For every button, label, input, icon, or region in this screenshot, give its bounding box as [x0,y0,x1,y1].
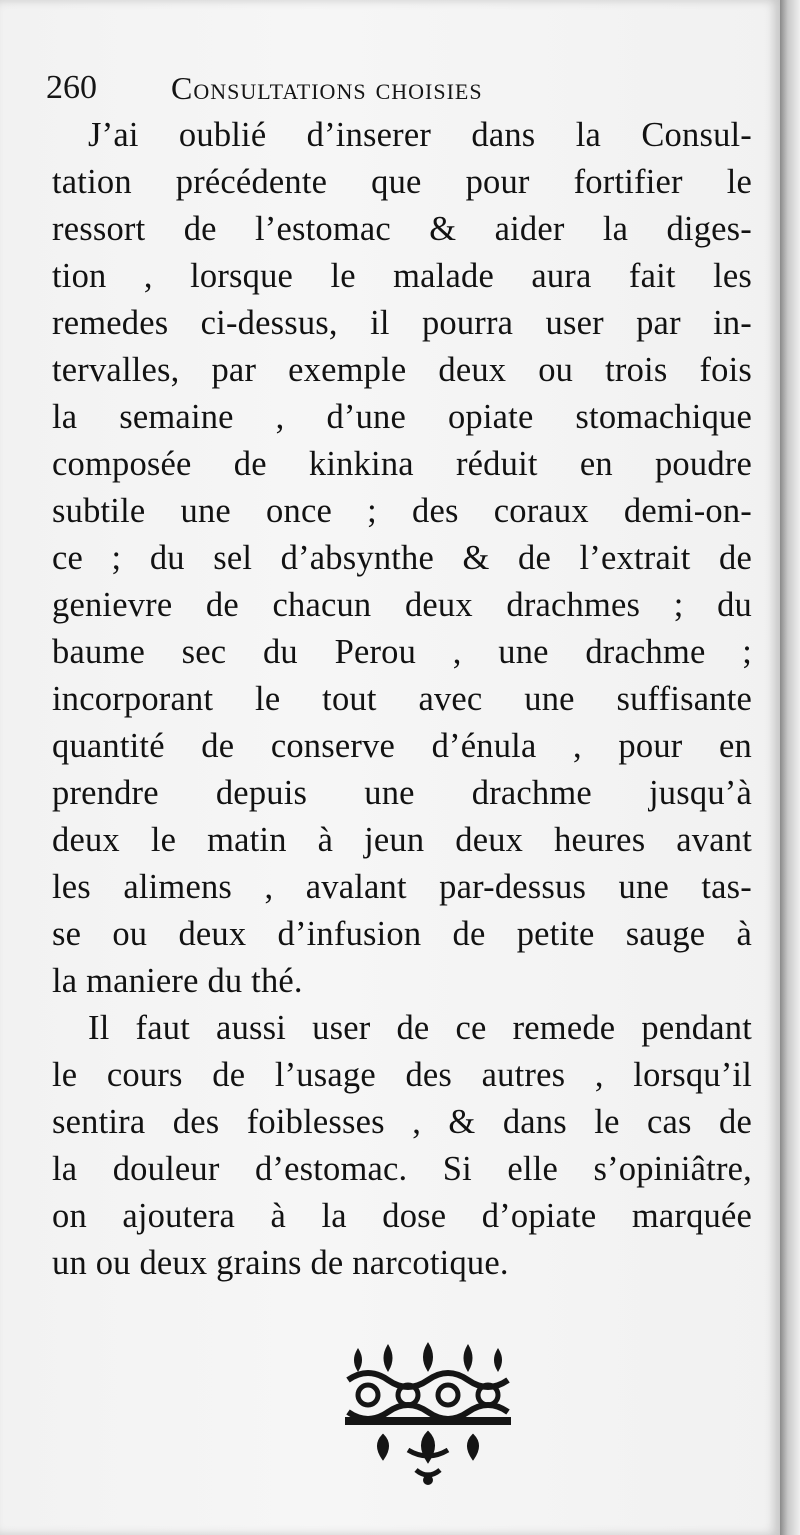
running-title: Consultations choisies [171,70,483,106]
text-line: la semaine , d’une opiate stomachique [52,398,752,436]
body-text [52,112,752,1287]
page-edge [780,0,800,1535]
page-number: 260 [46,69,97,106]
text-line: ressort de l’estomac & aider la diges- [52,210,752,248]
text-line: Il faut aussi user de ce remede pendant [88,1009,752,1047]
text-line: baume sec du Perou , une drachme ; [52,633,752,671]
text-line: composée de kinkina réduit en poudre [52,445,752,483]
paragraph-2 [52,1005,752,1287]
text-line: incorporant le tout avec une suffisante [52,680,752,718]
text-line: la douleur d’estomac. Si elle s’opiniâtre, [52,1150,752,1188]
text-line: sentira des foiblesses , & dans le cas de [52,1103,752,1141]
text-line: genievre de chacun deux drachmes ; du [52,586,752,624]
text-line: tion , lorsque le malade aura fait les [52,257,752,295]
text-line: se ou deux d’infusion de petite sauge à [52,915,752,953]
text-line: tation précédente que pour fortifier le [52,163,752,201]
text-line: tervalles, par exemple deux ou trois fois [52,351,752,389]
text-line: remedes ci-dessus, il pourra user par in- [52,304,752,342]
text-line: un ou deux grains de narcotique. [52,1244,509,1282]
text-line: deux le matin à jeun deux heures avant [52,821,752,859]
text-line: prendre depuis une drachme jusqu’à [52,774,752,812]
text-line: la maniere du thé. [52,962,303,1000]
text-line: on ajoutera à la dose d’opiate marquée [52,1197,752,1235]
paragraph-1 [52,112,752,1005]
text-line: J’ai oublié d’inserer dans la Consul- [88,116,752,154]
text-line: subtile une once ; des coraux demi-on- [52,492,752,530]
text-line: quantité de conserve d’énula , pour en [52,727,752,765]
text-line: ce ; du sel d’absynthe & de l’extrait de [52,539,752,577]
floral-tailpiece-icon [338,1340,518,1490]
text-line: les alimens , avalant par-dessus une tas- [52,868,752,906]
text-line: le cours de l’usage des autres , lorsqu’il [52,1056,752,1094]
running-head [46,66,746,110]
